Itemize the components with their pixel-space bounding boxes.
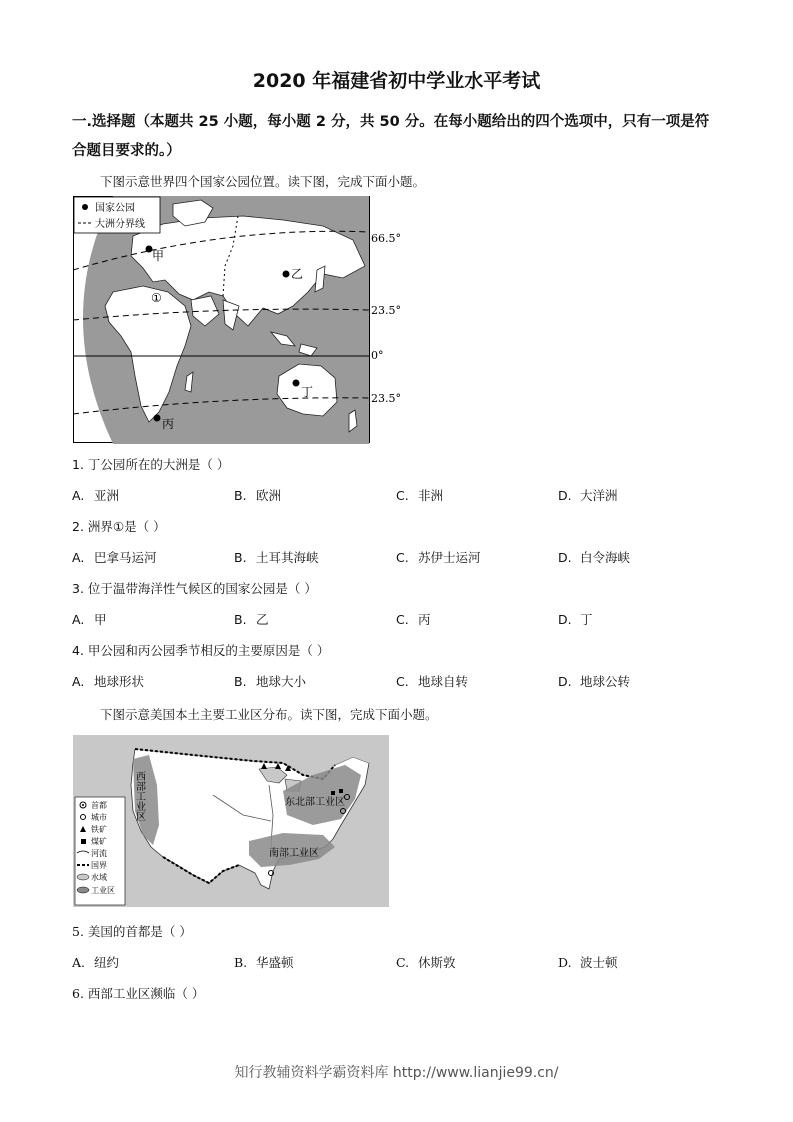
question-5-stem: 5. 美国的首都是（ ） [72,924,192,939]
q2-option-b[interactable]: B. 土耳其海峡 [234,550,319,565]
q4-option-c[interactable]: C. 地球自转 [396,674,469,689]
q2-option-c[interactable]: C. 苏伊士运河 [396,550,481,565]
q5-option-c[interactable]: C. 休斯敦 [396,955,456,970]
lat-label-23s: 23.5° [371,392,401,405]
q4-option-b[interactable]: B. 地球大小 [234,674,307,689]
question-1-stem: 1. 丁公园所在的大洲是（ ） [72,457,230,472]
legend-river: 河流 [91,849,107,858]
intro-world-map: 下图示意世界四个国家公园位置。读下图，完成下面小题。 [100,174,426,189]
question-2-stem: 2. 洲界①是（ ） [72,519,166,534]
park-bing: 丙 [162,417,175,431]
lat-label-66: 66.5° [371,232,401,245]
west-region-label: 西部工业区 [133,771,145,821]
legend-iron: 铁矿 [91,825,107,834]
lat-label-23n: 23.5° [371,304,401,317]
legend-coal: 煤矿 [91,837,107,846]
q5-option-d[interactable]: D. 波士顿 [558,955,618,970]
q2-option-a[interactable]: A. 巴拿马运河 [72,550,157,565]
q1-option-d[interactable]: D. 大洋洲 [558,488,618,503]
section-heading: 一.选择题（本题共 25 小题，每小题 2 分，共 50 分。在每小题给出的四个选项中，只有一项是符合题目要求的。） [72,114,710,159]
park-ding: 丁 [301,385,314,399]
q3-option-a[interactable]: A. 甲 [72,612,107,627]
northeast-region-label: 东北部工业区 [285,797,345,808]
legend-capital: 首都 [91,801,107,810]
legend-city: 城市 [91,813,107,822]
q2-option-d[interactable]: D. 白令海峡 [558,550,631,565]
q3-option-b[interactable]: B. 乙 [234,612,269,627]
q1-option-b[interactable]: B. 欧洲 [234,488,282,503]
legend-national-park: 国家公园 [95,203,135,214]
legend-water: 水域 [91,873,107,882]
q5-option-b[interactable]: B. 华盛顿 [234,955,294,970]
page-title: 2020 年福建省初中学业水平考试 [252,70,541,92]
q3-option-d[interactable]: D. 丁 [558,612,593,627]
question-4-stem: 4. 甲公园和丙公园季节相反的主要原因是（ ） [72,643,330,658]
q5-option-a[interactable]: A. 纽约 [72,955,120,970]
south-region-label: 南部工业区 [269,848,319,859]
question-6-stem: 6. 西部工业区濒临（ ） [72,986,205,1001]
q1-option-a[interactable]: A. 亚洲 [72,488,120,503]
world-map [73,196,403,444]
q3-option-c[interactable]: C. 丙 [396,612,431,627]
park-yi: 乙 [291,267,304,281]
q1-option-c[interactable]: C. 非洲 [396,488,444,503]
park-jia: 甲 [152,249,165,263]
intro-us-map: 下图示意美国本土主要工业区分布。读下图，完成下面小题。 [100,707,438,722]
us-industry-map [73,735,389,907]
legend-border: 国界 [91,861,107,870]
question-3-stem: 3. 位于温带海洋性气候区的国家公园是（ ） [72,581,317,596]
q4-option-a[interactable]: A. 地球形状 [72,674,145,689]
legend-continent-boundary: 大洲分界线 [95,219,145,230]
boundary-marker-1: ① [151,291,162,305]
lat-label-0: 0° [371,349,384,362]
q4-option-d[interactable]: D. 地球公转 [558,674,631,689]
footer-watermark: 知行教辅资料学霸资料库 http://www.lianjie99.cn/ [234,1065,559,1081]
legend-industrial: 工业区 [91,886,115,895]
